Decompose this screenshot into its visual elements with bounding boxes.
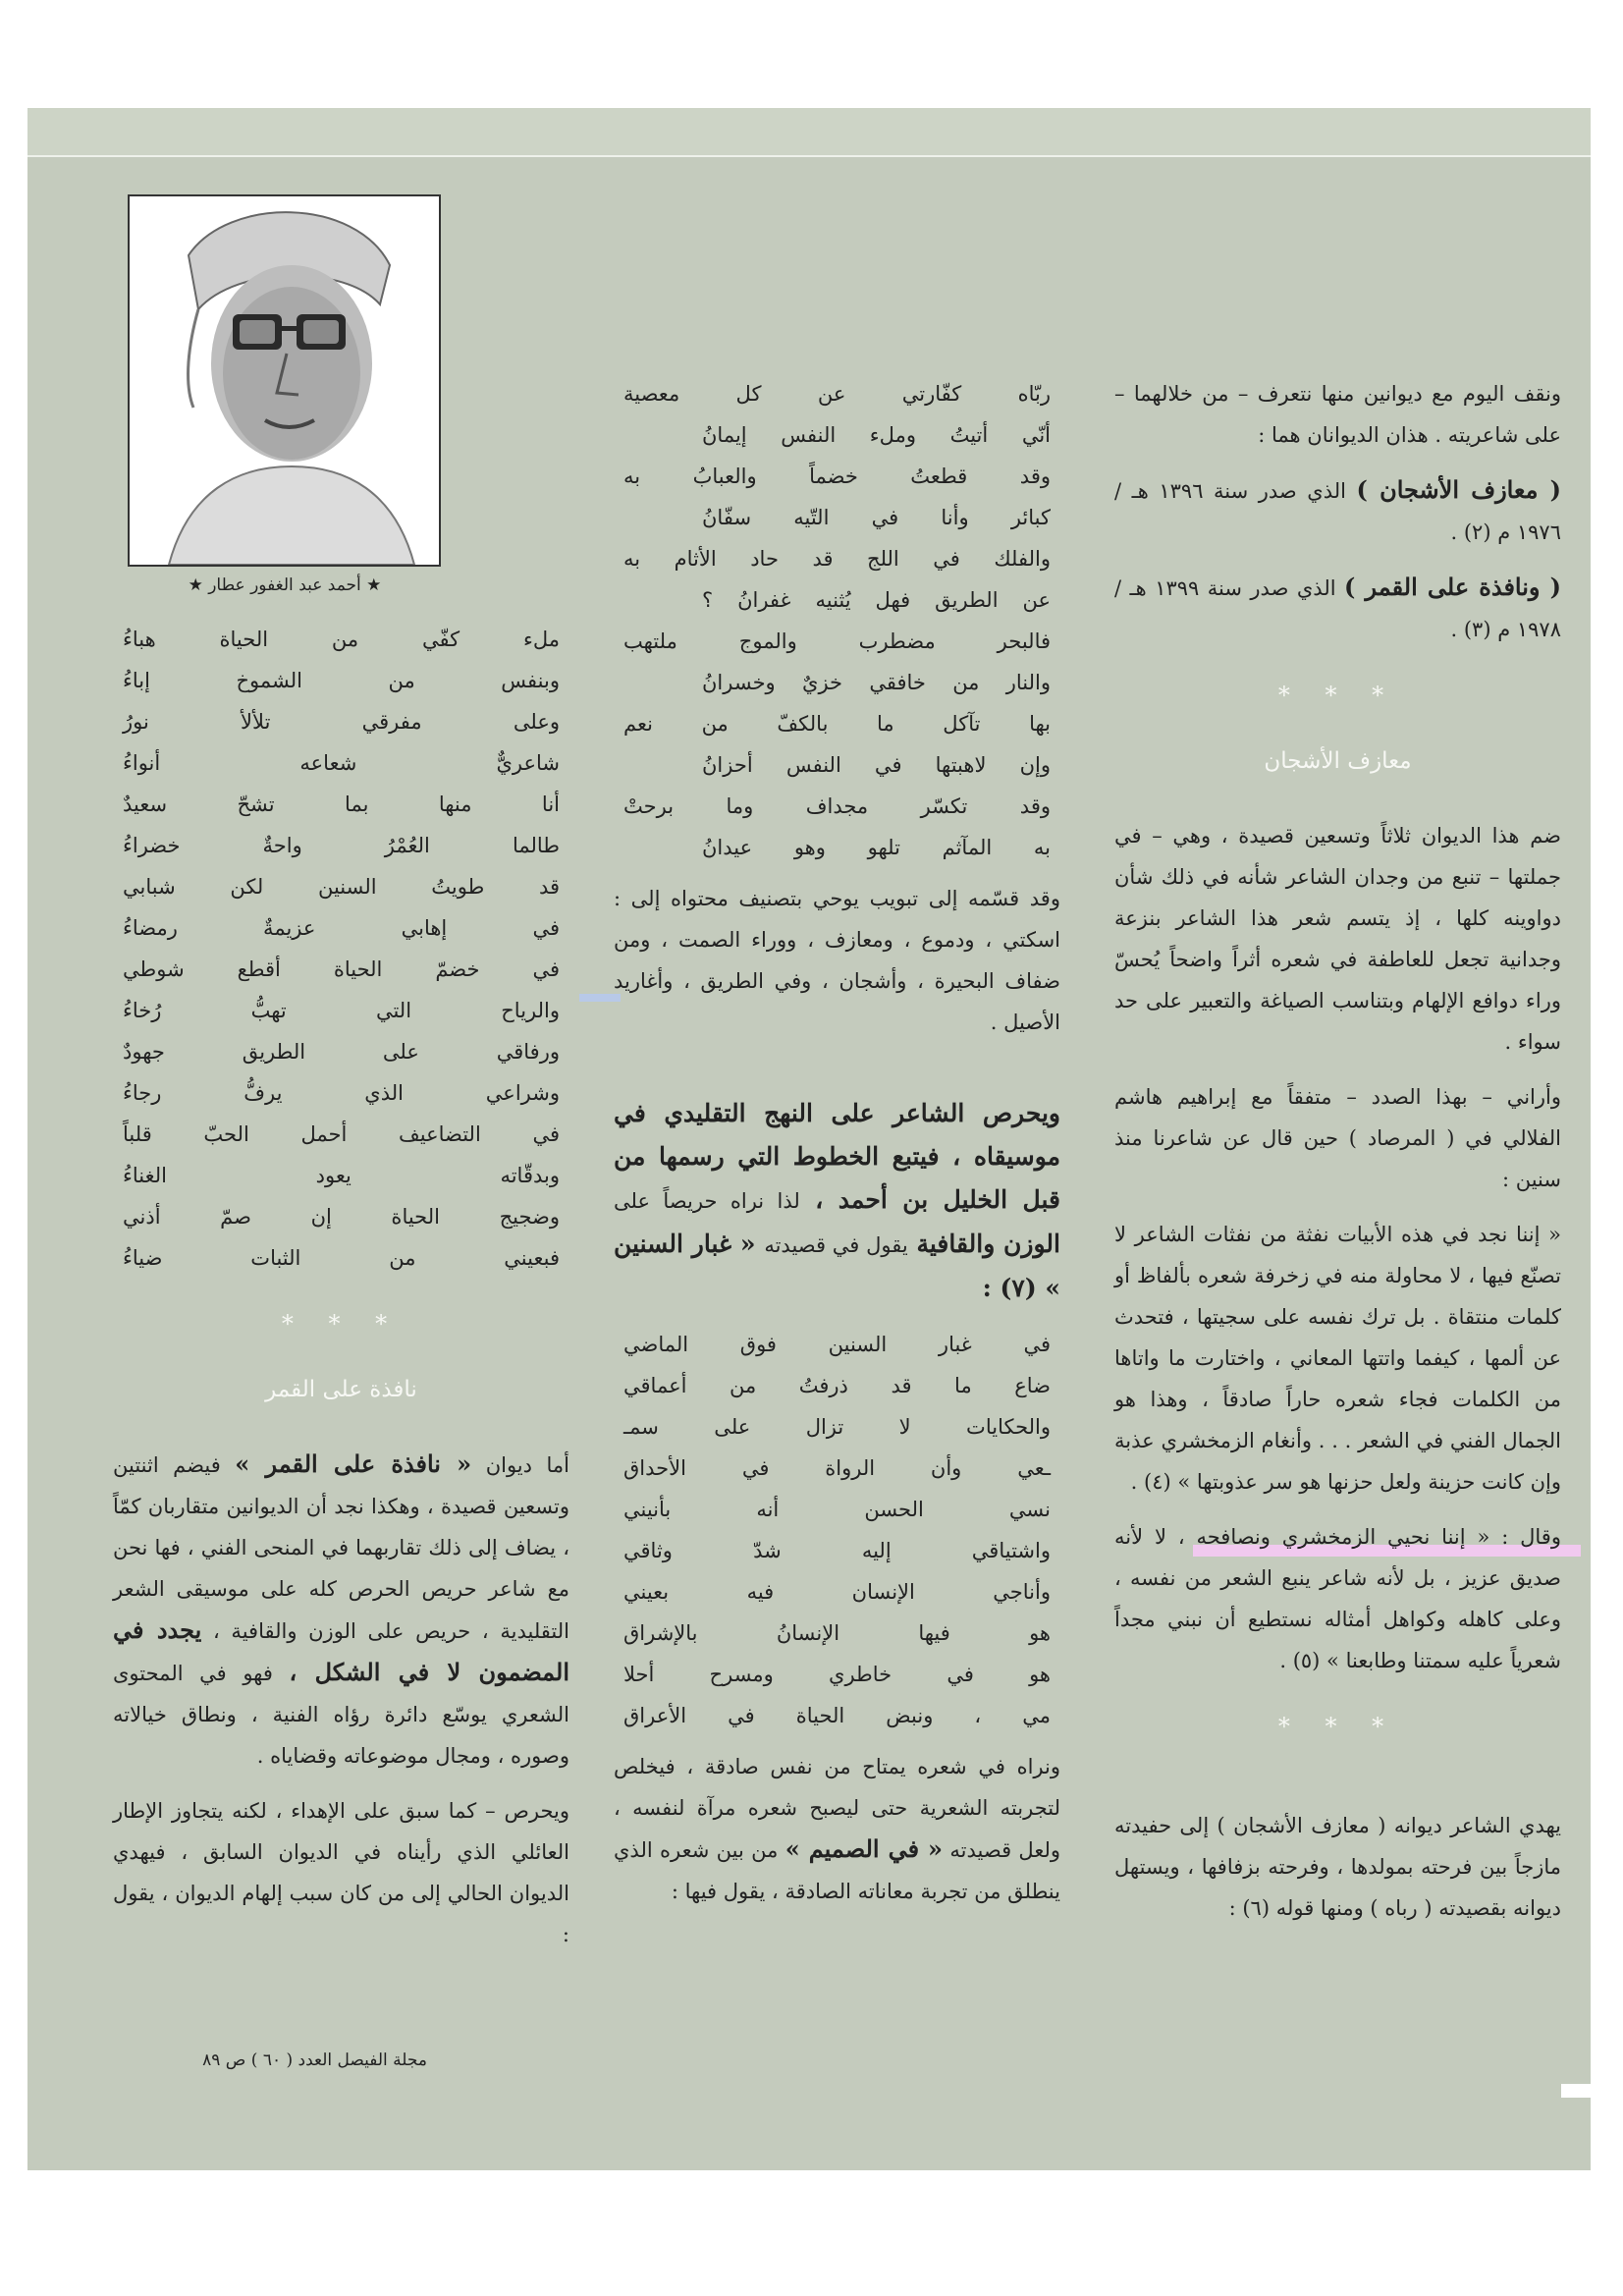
body-paragraph: ويحرص – كما سبق على الإهداء ، لكنه يتجاوز الإطار العائلي الذي رأيناه في الديوان السابق ، فيهدي الديوان الحالي إلى من كان سبب إلهام الديوان ، يقول : <box>113 1799 569 1946</box>
poem-line: أنا منها بما تشحّ سعيدٌ <box>123 793 560 816</box>
body-text: أما ديوان <box>485 1453 569 1477</box>
poem-line: وبنفس من الشموخ إباءُ <box>123 669 560 692</box>
lead-bold: الوزن والقافية <box>916 1230 1060 1258</box>
poem-mil-kaffi <box>113 619 569 1279</box>
poem-line: وعلى مفرقي تلألأ نورُ <box>123 710 560 734</box>
poem-line: وأناجي الإنسان فيه بعيني <box>623 1580 1051 1604</box>
poem-line: هو في خاطري ومسرح أحلا <box>623 1663 1051 1686</box>
divan1-title: ( معازف الأشجان ) <box>1356 475 1561 504</box>
lead-text: لذا نراه حريصاً على <box>614 1189 800 1213</box>
stars-divider: * * * <box>1277 682 1398 709</box>
right-column <box>1114 373 1561 1942</box>
stars-divider: * * * <box>281 1310 402 1338</box>
stars-divider: * * * <box>1277 1713 1398 1740</box>
body-text: ونراه في شعره يمتاح من نفس صادقة ، فيخلص لتجربته الشعرية حتى ليصبح شعره مرآة لنفسه ، ولعل قصيدته <box>614 1755 1060 1862</box>
body-paragraph <box>113 1444 569 1777</box>
body-paragraph: وقال : « إننا نحيي الزمخشري ونصافحه ، لا لأنه صديق عزيز ، بل لأنه شاعر ينبع الشعر من نفسه ، وعلى كاهله وكواهل أمثاله نستطيع أن نبني مجداً شعرياً عليه سمتنا وطابعنا » (٥) . <box>1114 1525 1561 1672</box>
poem-title-fi-alsamim: « في الصميم » <box>784 1834 944 1863</box>
poem-line: عن الطريق فهل يُثنيه غفرانُ ؟ <box>702 588 1051 612</box>
poem-line: وبدقّاته يعود الغناءُ <box>123 1164 560 1187</box>
section-heading-maazif: معازف الأشجان <box>1264 748 1412 774</box>
poem-line: شاعريٌّ شعاعه أنواءُ <box>123 751 560 775</box>
body-paragraph <box>614 1746 1060 1912</box>
poem-line: والرياح التي تهبُّ رُخاءُ <box>123 999 560 1022</box>
poem-line: قد طويتُ السنين لكن شبابي <box>123 875 560 899</box>
poem-line: وقد تكسّر مجداف وما برحتْ <box>623 794 1051 818</box>
poem-line: ضاع ما قد ذرفتُ من أعماقي <box>623 1374 1051 1397</box>
poem-line: وقد قطعتُ خضماً والعبابُ به <box>623 465 1051 488</box>
poem-line: ـعي وأن الرواة في الأحداق <box>623 1456 1051 1480</box>
poem-line: وشراعي الذي يرفُّ رجاءُ <box>123 1081 560 1105</box>
poem-ghubar <box>614 1324 1060 1736</box>
edge-tab <box>1561 2084 1591 2098</box>
top-strip <box>27 108 1591 157</box>
section-heading-nafitha: نافذة على القمر <box>265 1377 417 1402</box>
intro-paragraph: ونقف اليوم مع ديوانين منها نتعرف – من خلالهما – على شاعريته . هذان الديوانان هما : <box>1114 382 1561 447</box>
poem-line: فالبحر مضطرب والموج ملتهب <box>623 629 1051 653</box>
poem-line: والفلك في اللج قد حاد الأثام به <box>623 547 1051 571</box>
quote-paragraph: « إننا نجد في هذه الأبيات نفثة من نفثات الشاعر لا تصنّع فيها ، لا محاولة منه في زخرفة شعره بألفاظ أو كلمات منتقاة . بل ترك نفسه على سجيتها ، فتحدث عن ألمها ، كيفما واتتها المعاني ، واختارت ما واتاها من الكلمات فجاء شعره حاراً صادقاً ، وهذا هو الجمال الفني في الشعر . . . وأنغام الزمخشري عذبة وإن كانت حزينة ولعل حزنها هو سر عذوبتها » (٤) . <box>1114 1223 1561 1494</box>
poem-line: مي ، ونبض الحياة في الأعراق <box>623 1704 1051 1727</box>
emphasis-text: يجدد في المضمون لا في الشكل ، <box>113 1615 570 1686</box>
poem-line: وإن لاهبتها في النفس أحزانُ <box>702 753 1051 777</box>
lead-bold: ويحرص الشاعر على النهج التقليدي في موسيقاه ، فيتبع الخطوط التي رسمها من قبل الخليل بن أحمد ، <box>614 1099 1060 1214</box>
poem-line: وضجيج الحياة إن صمّ أذني <box>123 1205 560 1229</box>
poem-line: أنّي أتيتُ وملء النفس إيمانُ <box>702 423 1051 447</box>
poem-line: ورفاقي على الطريق جهودٌ <box>123 1040 560 1064</box>
divan2-rest: الذي صدر سنة ١٣٩٩ هـ / ١٩٧٨ م (٣) . <box>1114 576 1561 641</box>
body-paragraph: وأراني – بهذا الصدد – متفقاً مع إبراهيم هاشم الفلالي في ( المرصاد ) حين قال عن شاعرنا منذ سنين : <box>1114 1085 1561 1191</box>
poem-line: في غبار السنين فوق الماضي <box>623 1333 1051 1356</box>
poem-line: ملء كفّي من الحياة هباءُ <box>123 628 560 651</box>
poem-rabbah <box>614 373 1060 868</box>
poem-line: في التضاعيف أحمل الحبّ قلباً <box>123 1122 560 1146</box>
poem-line: بها تآكل ما بالكفّ من نعم <box>623 712 1051 736</box>
divan-title: « نافذة على القمر » <box>235 1449 472 1478</box>
divan2-line <box>1114 567 1561 650</box>
poem-line: طالما العُمْرُ واحةٌ خضراءُ <box>123 834 560 857</box>
body-paragraph: ضم هذا الديوان ثلاثاً وتسعين قصيدة ، وهي – في جملتها – تنبع من وجدان الشاعر شأنه في ذلك شأن دواوينه كلها ، إذ يتسم شعر هذا الشاعر بنزعة وجدانية تجعل للعاطفة في شعره أثراً واضحاً يُحسّ وراء دوافع الإلهام وبتناسب الصياغة والتعبير على حد سواء . <box>1114 824 1561 1054</box>
body-paragraph: وقد قسّمه إلى تبويب يوحي بتصنيف محتواه إلى : اسكتي ، ودموع ، ومعازف ، ووراء الصمت ، ومن ضفاف البحيرة ، وأشجان ، وفي الطريق ، وأغاريد الأصيل . <box>614 887 1061 1034</box>
poem-line: فبعيني من الثبات ضياءُ <box>123 1246 560 1270</box>
lead-paragraph <box>614 1092 1060 1310</box>
left-column <box>113 619 569 1969</box>
author-portrait <box>128 194 441 567</box>
body-text: فيضم اثنتين وتسعين قصيدة ، وهكذا نجد أن الديوانين متقاربان كمّاً ، يضاف إلى ذلك تقاربهما في المنحى الفني ، فها نحن مع شاعر حريص الحرص كله على موسيقى الشعر التقليدية ، حريص على الوزن والقافية ، <box>113 1453 569 1643</box>
poem-line: به المآثم تلهو وهو عيدانُ <box>702 836 1051 859</box>
body-text: من بين شعره الذي ينطلق من تجربة معاناته الصادقة ، يقول فيها : <box>614 1838 1060 1903</box>
poem-line: ربّاه كفّارتي عن كل معصية <box>623 382 1051 406</box>
poem-line: والنار من خافقي خزيٌ وخسرانُ <box>702 671 1051 694</box>
lead-text: يقول في قصيدته <box>764 1233 908 1257</box>
poem-line: في خضمّ الحياة أقطع شوطي <box>123 957 560 981</box>
poem-line: في إهابي عزيمةٌ رمضاءُ <box>123 916 560 940</box>
divan2-title: ( ونافذة على القمر ) <box>1344 573 1561 601</box>
portrait-caption: ★ أحمد عبد الغفور عطار ★ <box>188 575 382 595</box>
middle-column <box>614 373 1060 1926</box>
portrait-illustration <box>130 196 439 565</box>
page-footer: مجلة الفيصل العدد ( ٦٠ ) ص ٨٩ <box>202 2050 427 2070</box>
poem-line: واشتياقي إليه شدّ وثاقي <box>623 1539 1051 1562</box>
divan1-rest: الذي صدر سنة ١٣٩٦ هـ / ١٩٧٦ م (٢) . <box>1114 479 1561 544</box>
lead-bold: « غبار السنين » (٧) : <box>614 1230 1060 1302</box>
poem-line: والحكايات لا تزال على سمـ <box>623 1415 1051 1439</box>
divan1-line <box>1114 469 1561 553</box>
poem-line: كبائر وأنا في التّيه سفّانُ <box>702 506 1051 529</box>
body-paragraph: يهدي الشاعر ديوانه ( معازف الأشجان ) إلى حفيدته مازجاً بين فرحته بمولدها ، وفرحته بزفافها ، ويستهل ديوانه بقصيدته ( رباه ) ومنها قوله (٦) : <box>1114 1814 1561 1920</box>
body-text: فهو في المحتوى الشعري يوسّع دائرة رؤاه الفنية ، ونطاق خيالاته وصوره ، ومجال موضوعاته وقضاياه . <box>113 1662 569 1768</box>
poem-line: هو فيها الإنسانُ بالإشراق <box>623 1621 1051 1645</box>
poem-line: نسي الحسن أنه بأنيني <box>623 1498 1051 1521</box>
